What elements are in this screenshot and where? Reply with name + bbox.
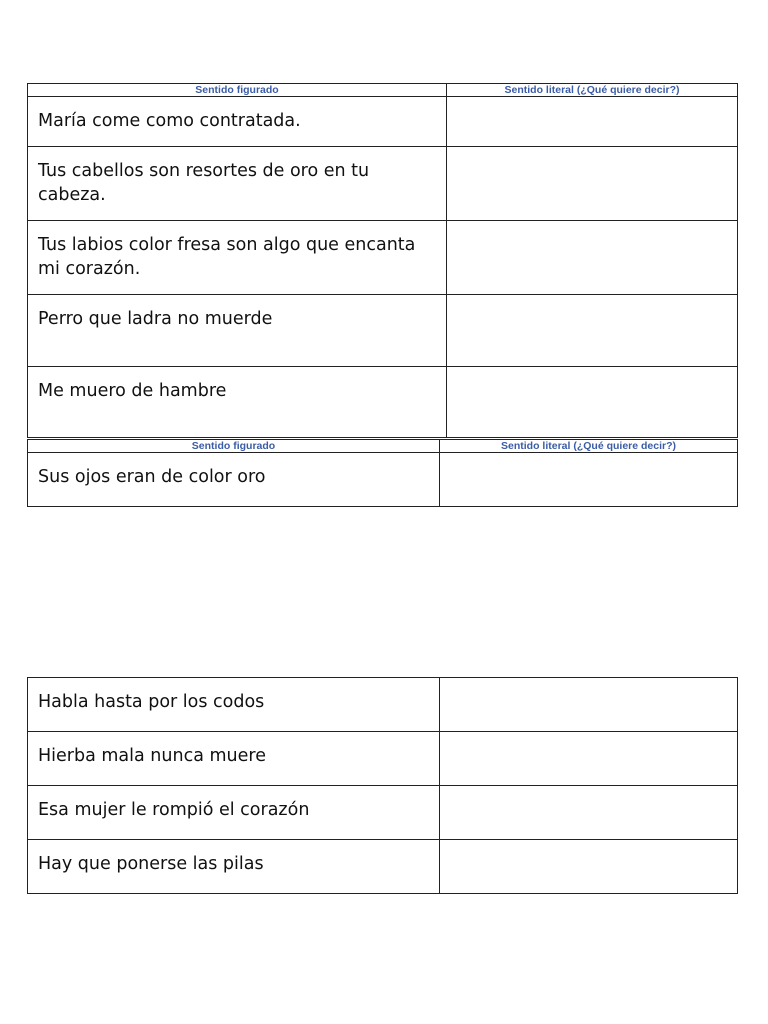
figurative-phrase: Tus cabellos son resortes de oro en tu cabeza.	[28, 147, 447, 221]
figurative-phrase: Hay que ponerse las pilas	[28, 840, 440, 894]
figurative-phrase: Perro que ladra no muerde	[28, 295, 447, 367]
literal-answer-cell[interactable]	[447, 295, 738, 367]
literal-answer-cell[interactable]	[447, 221, 738, 295]
figurative-phrase: Tus labios color fresa son algo que encanta mi corazón.	[28, 221, 447, 295]
table-row	[28, 295, 738, 367]
literal-answer-cell[interactable]	[447, 147, 738, 221]
table-row	[28, 732, 738, 786]
literal-answer-cell[interactable]	[447, 97, 738, 147]
figurative-phrase: María come como contratada.	[28, 97, 447, 147]
literal-answer-cell[interactable]	[447, 367, 738, 438]
table-row	[28, 786, 738, 840]
figurative-phrase: Esa mujer le rompió el corazón	[28, 786, 440, 840]
worksheet-table-3	[27, 677, 738, 894]
table-header-row	[28, 84, 738, 97]
table-header-row	[28, 440, 738, 453]
table-row	[28, 840, 738, 894]
figurative-phrase: Hierba mala nunca muere	[28, 732, 440, 786]
worksheet-table-1	[27, 83, 738, 438]
table-row	[28, 678, 738, 732]
worksheet-table-2	[27, 439, 738, 507]
table-row	[28, 147, 738, 221]
header-sentido-literal: Sentido literal (¿Qué quiere decir?)	[440, 440, 738, 453]
table-row	[28, 367, 738, 438]
literal-answer-cell[interactable]	[440, 453, 738, 507]
figurative-phrase: Habla hasta por los codos	[28, 678, 440, 732]
literal-answer-cell[interactable]	[440, 786, 738, 840]
literal-answer-cell[interactable]	[440, 732, 738, 786]
figurative-phrase: Me muero de hambre	[28, 367, 447, 438]
figurative-phrase: Sus ojos eran de color oro	[28, 453, 440, 507]
table-row	[28, 97, 738, 147]
header-sentido-literal: Sentido literal (¿Qué quiere decir?)	[447, 84, 738, 97]
literal-answer-cell[interactable]	[440, 678, 738, 732]
literal-answer-cell[interactable]	[440, 840, 738, 894]
table-row	[28, 221, 738, 295]
table-row	[28, 453, 738, 507]
header-sentido-figurado: Sentido figurado	[28, 84, 447, 97]
header-sentido-figurado: Sentido figurado	[28, 440, 440, 453]
